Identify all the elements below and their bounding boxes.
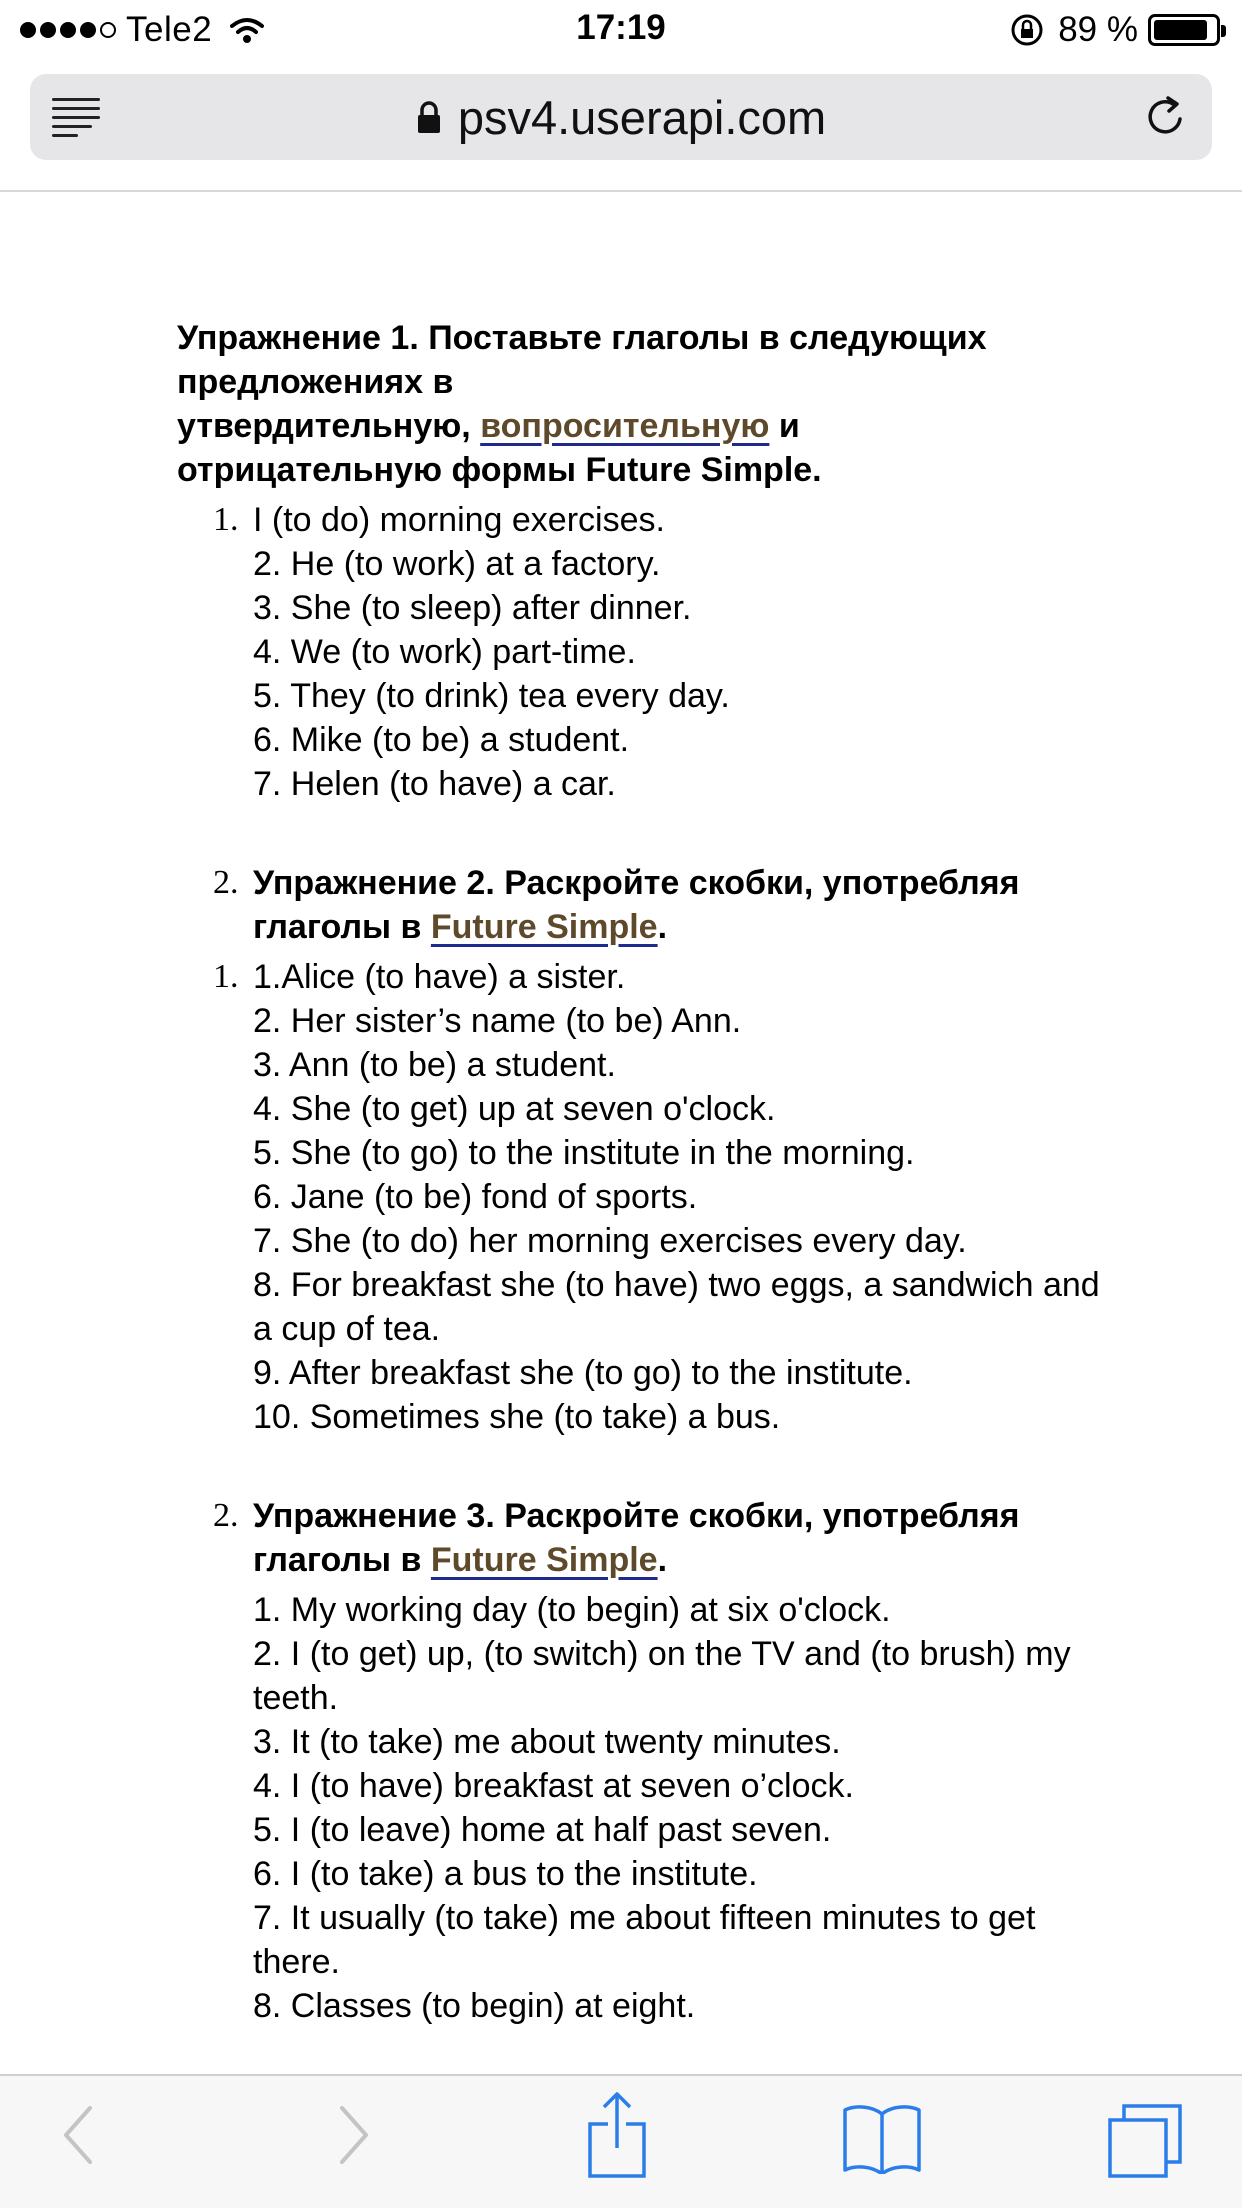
address-bar[interactable] (30, 74, 1212, 160)
list-item: 1. My working day (to begin) at six o'clock. (253, 1591, 891, 1629)
list-item: 7. She (to do) her morning exercises every day. (253, 1222, 967, 1260)
list-item: 9. After breakfast she (to go) to the institute. (253, 1354, 913, 1392)
list-item: 10. Sometimes she (to take) a bus. (253, 1398, 781, 1436)
list-item: 4. She (to get) up at seven o'clock. (253, 1090, 776, 1128)
list-item (177, 498, 1127, 542)
carrier-name: Tele2 (126, 10, 213, 49)
list-item: 7. It usually (to take) me about fifteen minutes to get there. (253, 1899, 1036, 1981)
list-item: 4. We (to work) part-time. (253, 633, 636, 671)
list-item: 6. Mike (to be) a student. (253, 721, 630, 759)
heading-line: Упражнение 3. Раскройте скобки, употребляя (253, 1497, 1020, 1535)
list-item-text: 1.Alice (to have) a sister. (253, 958, 626, 996)
list-item: 2. Her sister’s name (to be) Ann. (253, 1002, 742, 1040)
heading-text: . (657, 1541, 668, 1579)
heading-line: Упражнение 2. Раскройте скобки, употребляя (253, 864, 1020, 902)
status-time: 17:19 (576, 8, 666, 47)
heading-text: и (769, 407, 800, 445)
list-item-text: I (to do) morning exercises. (253, 501, 665, 539)
orientation-lock-icon (1010, 13, 1044, 47)
back-icon[interactable] (58, 2100, 98, 2170)
heading-text: утвердительную, (177, 407, 481, 445)
list-item: 5. She (to go) to the institute in the morning. (253, 1134, 915, 1172)
list-item: 5. I (to leave) home at half past seven. (253, 1811, 832, 1849)
battery-icon (1148, 14, 1220, 46)
list-item: 2. He (to work) at a factory. (253, 545, 661, 583)
list-item: 6. I (to take) a bus to the institute. (253, 1855, 758, 1893)
reload-icon[interactable] (1142, 93, 1190, 141)
heading-line (177, 404, 1127, 448)
list-item: 8. For breakfast she (to have) two eggs, a sandwich and a cup of tea. (253, 1266, 1100, 1348)
url-text: psv4.userapi.com (457, 90, 827, 144)
exercise-1-list (177, 498, 1127, 806)
exercise-2-heading (177, 861, 1127, 949)
heading-line (253, 1538, 1127, 1582)
list-item: 3. She (to sleep) after dinner. (253, 589, 692, 627)
forward-icon[interactable] (334, 2100, 374, 2170)
future-simple-link[interactable]: Future Simple (430, 908, 658, 946)
list-item: 3. It (to take) me about twenty minutes. (253, 1723, 841, 1761)
future-simple-link[interactable]: Future Simple (430, 1541, 658, 1579)
url-display[interactable] (30, 74, 1212, 160)
status-right (1010, 10, 1220, 50)
status-bar (0, 0, 1242, 62)
bookmarks-icon[interactable] (842, 2102, 922, 2174)
toolbar-divider (0, 190, 1242, 192)
heading-line: отрицательную формы Future Simple. (177, 451, 822, 489)
bottom-toolbar (0, 2074, 1242, 2208)
list-item: 7. Helen (to have) a car. (253, 765, 616, 803)
exercise-1 (177, 316, 1127, 806)
heading-line (253, 905, 1127, 949)
list-item: 8. Classes (to begin) at eight. (253, 1987, 696, 2025)
heading-text: . (657, 908, 668, 946)
list-marker: 2. (213, 1497, 239, 1534)
heading-line: предложениях в (177, 363, 454, 401)
list-marker: 2. (213, 864, 239, 901)
heading-text: глаголы в (253, 908, 431, 946)
list-item: 4. I (to have) breakfast at seven o’clock. (253, 1767, 854, 1805)
share-icon[interactable] (586, 2090, 648, 2180)
list-marker: 1. (213, 501, 239, 538)
exercise-2-list (177, 955, 1127, 1439)
battery-percentage: 89 % (1058, 10, 1138, 49)
list-item: 5. They (to drink) tea every day. (253, 677, 730, 715)
exercise-2 (177, 861, 1127, 1439)
exercise-3 (177, 1494, 1127, 2028)
question-form-link[interactable]: вопросительную (480, 407, 770, 445)
exercise-3-list (177, 1588, 1127, 2028)
list-item: 2. I (to get) up, (to switch) on the TV and (to brush) my teeth. (253, 1635, 1071, 1717)
heading-text: глаголы в (253, 1541, 431, 1579)
lock-icon (416, 100, 442, 134)
exercise-3-heading (177, 1494, 1127, 1582)
list-marker: 1. (213, 958, 239, 995)
list-item: 3. Ann (to be) a student. (253, 1046, 616, 1084)
exercise-1-heading (177, 316, 1127, 492)
heading-line: Упражнение 1. Поставьте глаголы в следующих (177, 319, 987, 357)
list-item: 6. Jane (to be) fond of sports. (253, 1178, 698, 1216)
document-content (177, 316, 1127, 2028)
tabs-icon[interactable] (1106, 2102, 1184, 2180)
list-item (177, 955, 1127, 999)
